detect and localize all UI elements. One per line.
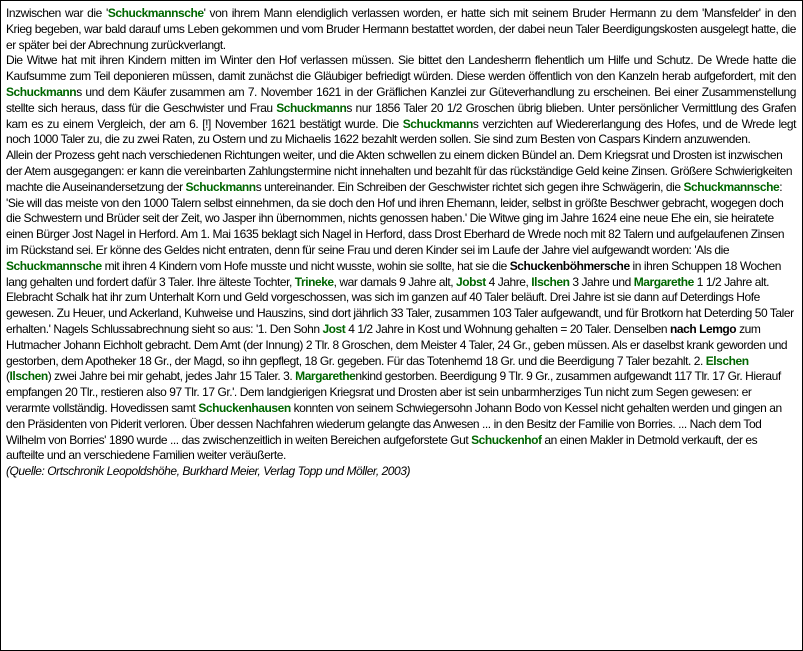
text-run: zum Hutmacher Johann Eichholt gebracht. Dem Amt (der Innung) 2 Tlr. 8 Groschen, dem Meister 4 Taler, 24 Gr., geben müssen. Als er daselbst krank geworden und gestorben, dem Apotheker 18 Gr., der Magd, so ihn gepflegt, 18 Gr. gegeben. Für das Totenhemd 18 Gr. und die Beerdigung 7 Taler bezahlt. 2.: [6, 321, 788, 368]
text-run: 3 Jahre und: [569, 274, 634, 289]
text-run: nkind gestorben. Beerdigung 9 Tlr. 9 Gr., zusammen aufgewandt 117 Tlr. 17 Gr. Hierauf empfangen 20 Tlr., restieren also 97 Tlr. 17 Gr.'. Dem landgierigen Kriegsrat und Drosten aber ist sein unbarmherziges Tun nicht zum Segen gewesen: er verarmte vollständig. Hovedissen samt: [6, 369, 781, 415]
text-run: an einen Makler in Detmold verkauft, der es aufteilte und an verschiedene Familien weiter veräußerte.: [6, 432, 758, 463]
text-run: Die Witwe hat mit ihren Kindern mitten im Winter den Hof verlassen müssen. Sie bittet den Landesherrn flehentlich um Hilfe und Schutz. De Wrede hatte die Kaufsumme zum Teil deponieren müssen, damit zunächst die Gläubiger befriedigt würden. Diese werden öffentlich von den Kanzeln herab aufgefordert, mit den: [6, 53, 796, 84]
highlighted-name: Schuckmannsche: [6, 258, 102, 273]
text-run: (: [6, 369, 10, 384]
text-run: s untereinander. Ein Schreiben der Geschwister richtet sich gegen ihre Schwägerin, die: [255, 179, 684, 194]
paragraph-2: [6, 53, 796, 148]
bold-term: nach Lemgo: [670, 321, 737, 336]
highlighted-name: Schuckmann: [402, 116, 473, 131]
text-run: konnten von seinem Schwiegersohn Johann Bodo von Kessel nicht gehalten werden und gingen an den Präsidenten von Piderit verloren. Über dessen Nachfahren wiederum gelangte das Anwesen ... in den Besitz der Familie von Borries. ... Nach dem Tod Wilhelm von Borries' 1890 wurde ... das zwischenzeitlich in weiten Bereichen aufgeforstete Gut: [6, 400, 782, 447]
text-run: s verzichten auf Wiedererlangung des Hofes, und de Wrede legt noch 1000 Taler zu, die zu zwei Raten, zu Ostern und zu Michaelis 1622 bezahlt werden sollen. Sie sind zum Besten von Caspars Kindern anzuwenden.: [6, 116, 796, 147]
text-run: s nur 1856 Taler 20 1/2 Groschen übrig blieben. Unter persönlicher Vermittlung des Grafen kam es zu einem Vergleich, der am 6. [!] November 1621 bestätigt wurde. Die: [6, 100, 796, 131]
highlighted-name: Ilschen: [9, 369, 48, 384]
text-run: s und dem Käufer zusammen am 7. November 1621 in der Gräflichen Kanzlei zur Güteverhandlung zu erscheinen. Bei einer Zusammenstellung stellte sich heraus, dass für die Geschwister und Frau: [6, 84, 796, 115]
highlighted-name: Margarethe: [633, 274, 694, 289]
paragraph-3: [6, 148, 796, 464]
highlighted-name: Schuckenhof: [471, 432, 542, 447]
highlighted-name: Jost: [322, 321, 346, 336]
paragraph-1: [6, 6, 796, 53]
text-run: ) zwei Jahre bei mir gehabt, jedes Jahr 15 Taler. 3.: [47, 369, 296, 384]
bold-term: Schuckenböhmersche: [509, 258, 630, 273]
text-run: in ihren Schuppen 18 Wochen lang gehalten und fordert dafür 3 Taler. Ihre älteste Tochter,: [6, 258, 781, 289]
highlighted-name: Schuckmann: [185, 179, 256, 194]
text-run: 1 1/2 Jahre alt. Elebracht Schalk hat ihr zum Unterhalt Korn und Geld vorgeschossen, was sich im ganzen auf 40 Taler beläuft. Drei Jahre ist sie dann auf Deterdings Hofe gewesen. Zu Heuer, und Ackerland, Kuhweise und Hauszins, sind dort jährlich 33 Taler, zusammen 103 Taler aufgewandt, und für Brotkorn hat Deterding 50 Taler erhalten.' Nagels Schlussabrechnung sieht so aus: '1. Den Sohn: [6, 274, 794, 336]
highlighted-name: Schuckmannsche: [107, 6, 204, 20]
highlighted-name: Schuckenhausen: [198, 400, 291, 415]
text-run: , war damals 9 Jahre alt,: [333, 274, 456, 289]
highlighted-name: Elschen: [705, 353, 749, 368]
citation: (Quelle: Ortschronik Leopoldshöhe, Burkhard Meier, Verlag Topp und Möller, 2003): [6, 464, 411, 479]
highlighted-name: Schuckmann: [6, 84, 77, 99]
document-body: [6, 6, 796, 480]
text-run: ' von ihrem Mann elendiglich verlassen worden, er hatte sich mit seinem Bruder Hermann zu dem 'Mansfelder' in den Krieg begeben, war bald darauf ums Leben gekommen und vom Bruder Hermann bestattet worden, der dabei neun Taler Beerdigungskosten ausgelegt hatte, die er später bei der Abrechnung zurückverlangt.: [6, 6, 796, 52]
text-run: Allein der Prozess geht nach verschiedenen Richtungen weiter, und die Akten schwellen zu einem dicken Bündel an. Dem Kriegsrat und Drosten ist inzwischen der Atem ausgegangen: er kann die vereinbarten Zahlungstermine nicht innehalten und bezahlt für das rückständige Geld keine Zinsen. Größere Schwierigkeiten machte die Auseinandersetzung der: [6, 148, 793, 194]
text-run: mit ihren 4 Kindern vom Hofe musste und nicht wusste, wohin sie sollte, hat sie die: [101, 258, 510, 273]
text-run: Inzwischen war die ': [6, 6, 108, 20]
text-run: : 'Sie will das meiste von den 1000 Talern selbst einnehmen, da sie doch den Hof und ihren Ehemann, leider, selbst in größte Beschwer gebracht, wogegen doch die Schwestern und Brüder seit der Zeit, wo Jasper ihn übernommen, nichts genossen haben.' Die Witwe ging im Jahre 1624 eine neue Ehe ein, sie heiratete einen Bürger Jost Nagel in Herford. Am 1. Mai 1635 beklagt sich Nagel in Herford, dass Drost Eberhard de Wrede noch mit 82 Talern und aufgelaufenen Zinsen im Rückstand sei. Er könne des Geldes nicht entraten, denn für seine Frau und deren Kinder sei im Laufe der Jahre viel aufgewandt worden: 'Als die: [6, 179, 785, 257]
text-run: 4 1/2 Jahre in Kost und Wohnung gehalten = 20 Taler. Denselben: [345, 321, 671, 336]
highlighted-name: Jobst: [456, 274, 486, 289]
highlighted-name: Schuckmann: [276, 100, 347, 115]
text-run: 4 Jahre,: [485, 274, 532, 289]
highlighted-name: Margarethe: [295, 369, 356, 384]
highlighted-name: Trineke: [294, 274, 334, 289]
highlighted-name: Schuckmannsche: [683, 179, 780, 194]
highlighted-name: Ilschen: [531, 274, 570, 289]
